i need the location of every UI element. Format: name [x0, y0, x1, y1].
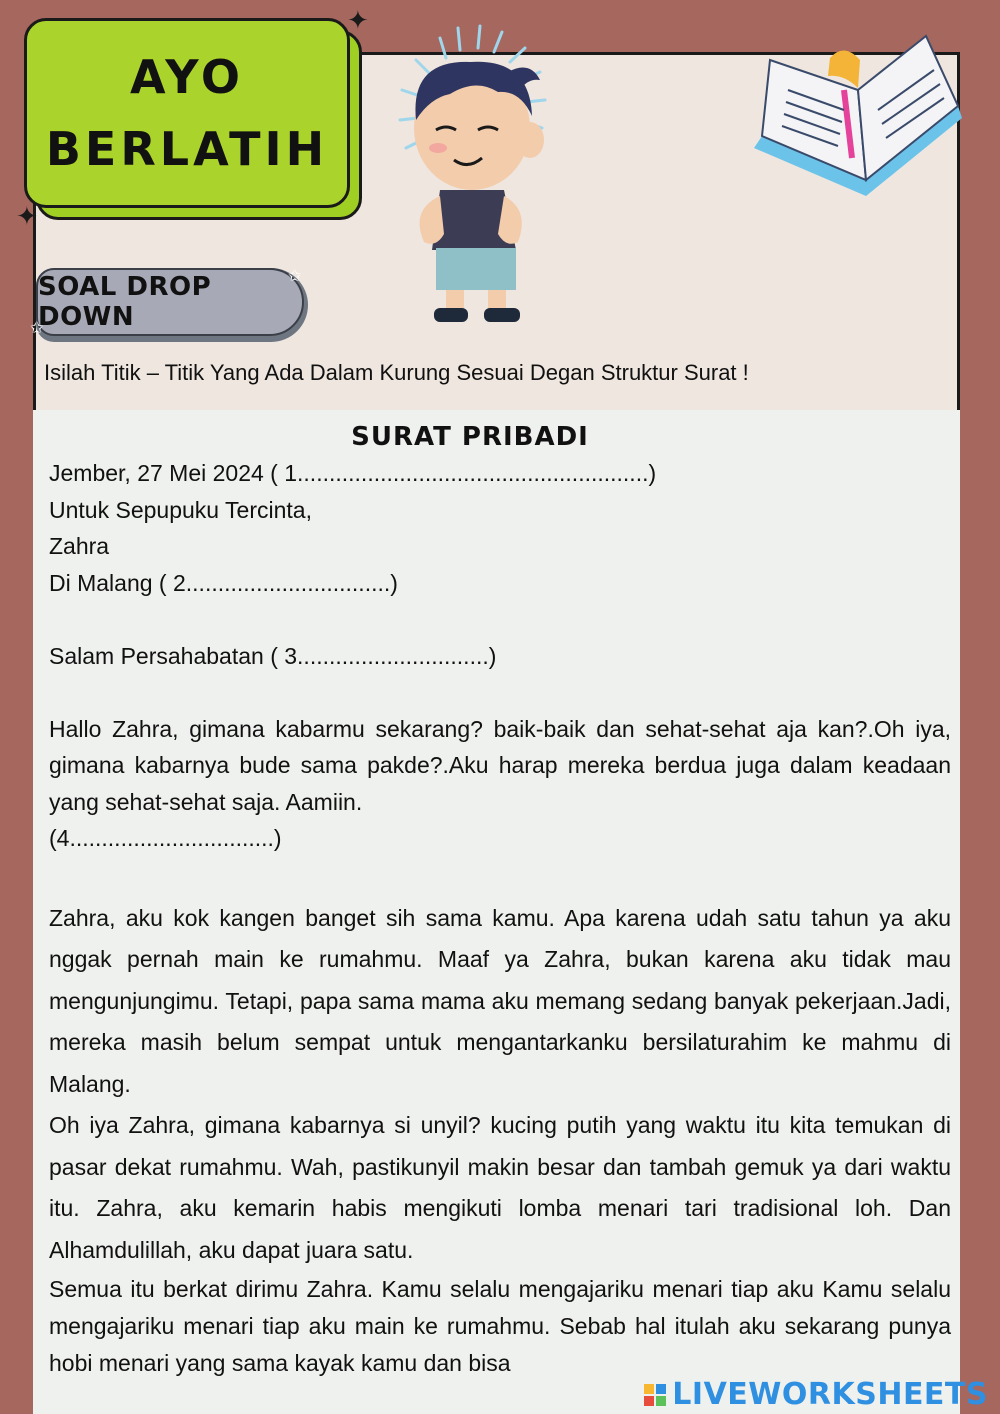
body-paragraph: Semua itu berkat dirimu Zahra. Kamu selalu mengajariku menari tiap aku Kamu selalu mengajariku menari tiap aku main ke rumahmu. Sebab hal itulah aku sekarang punya hobi menari yang sama kayak kamu dan bisa	[49, 1276, 951, 1376]
section-label: SOAL DROP DOWN	[38, 272, 212, 332]
star-icon: ✩	[30, 318, 44, 337]
letter-title: SURAT PRIBADI	[351, 422, 589, 452]
body-paragraph: Oh iya Zahra, gimana kabarnya si unyil? kucing putih yang waktu itu kita temukan di pasar dekat rumahmu. Wah, pastikunyil makin besar dan tambah gemuk ya dari waktu itu. Zahra, aku kemarin habis mengikuti lomba menari tari tradisional loh. Dan Alhamdulillah, aku dapat juara satu.	[49, 1112, 951, 1263]
opening-paragraph: Hallo Zahra, gimana kabarmu sekarang? baik-baik dan sehat-sehat aja kan?.Oh iya, gimana kabarnya bude sama pakde?.Aku harap mereka berdua juga dalam keadaan yang sehat-sehat saja. Aamiin.	[49, 715, 951, 815]
letter-body	[49, 455, 951, 1382]
body-paragraph: Zahra, aku kok kangen banget sih sama kamu. Apa karena udah satu tahun ya aku nggak pernah main ke rumahmu. Maaf ya Zahra, bukan karena aku tidak mau mengunjungimu. Tetapi, papa sama mama aku memang sedang banyak pekerjaan.Jadi, mereka masih belum sempat untuk mengantarkanku bersilaturahim ke mahmu di Malang.	[49, 904, 951, 1097]
star-icon: ✩	[288, 266, 302, 285]
date-line: Jember, 27 Mei 2024 ( 1.......................................................)	[49, 460, 657, 486]
recipient-address: Di Malang ( 2................................)	[49, 569, 398, 596]
sparkle-icon: ✦	[16, 202, 38, 232]
recipient-greeting: Untuk Sepupuku Tercinta,	[49, 496, 312, 523]
liveworksheets-logo-icon	[644, 1384, 666, 1406]
sparkle-icon: ✦	[347, 6, 369, 36]
badge-line-1: AYO	[130, 50, 244, 104]
watermark-text: LIVEWORKSHEETS	[672, 1377, 988, 1412]
badge-line-2: BERLATIH	[45, 122, 329, 176]
book-illustration	[748, 30, 968, 200]
blank-4: (4................................)	[49, 825, 282, 851]
title-badge	[24, 18, 350, 208]
kid-illustration	[380, 20, 580, 330]
liveworksheets-watermark	[644, 1377, 988, 1412]
salutation-line: Salam Persahabatan ( 3..............................)	[49, 642, 497, 669]
instruction-text: Isilah Titik – Titik Yang Ada Dalam Kurung Sesuai Degan Struktur Surat !	[44, 360, 749, 385]
recipient-name: Zahra	[49, 533, 110, 559]
section-pill	[36, 268, 304, 336]
